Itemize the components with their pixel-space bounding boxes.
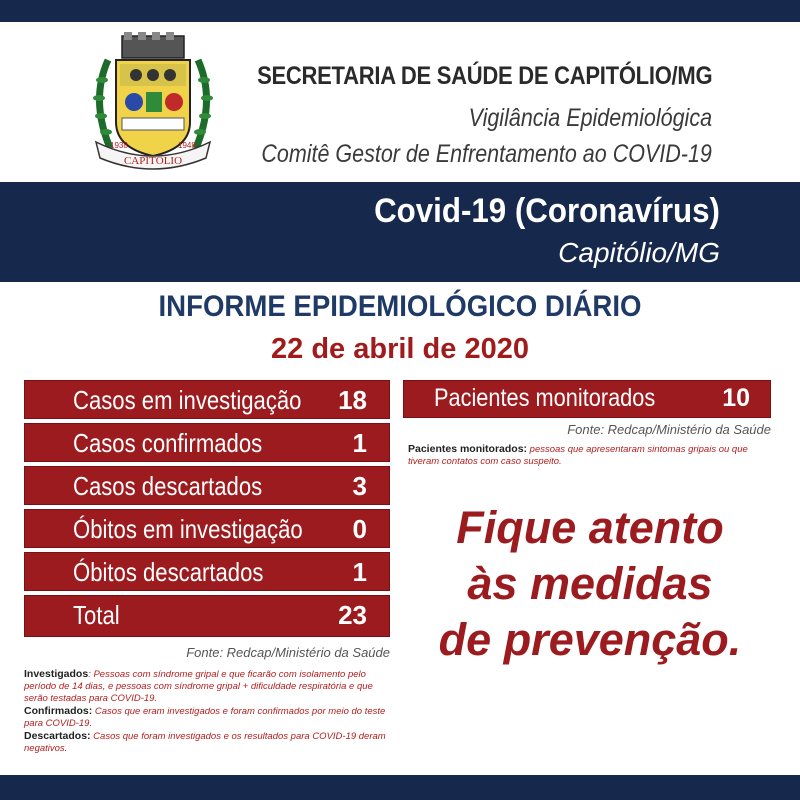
stat-value: 23 — [338, 600, 367, 630]
stat-label: Óbitos descartados — [73, 557, 264, 587]
crest-year-right: 1948 — [178, 141, 196, 150]
stat-value: 18 — [338, 385, 367, 415]
report-title: INFORME EPIDEMIOLÓGICO DIÁRIO — [158, 290, 642, 323]
stat-value: 1 — [352, 557, 367, 587]
note-descartados-text: Casos que foram investigados e os resultados para COVID-19 deram negativos. — [24, 731, 386, 754]
vigilancia-subtitle: Vigilância Epidemiológica — [468, 104, 712, 132]
monitored-note-text: pessoas que apresentaram sintomas gripais ou que tiveram contatos com caso suspeito. — [408, 444, 748, 467]
bottom-bar — [0, 775, 800, 800]
note-descartados-label: Descartados: — [24, 730, 91, 742]
stat-row-investigacao — [24, 380, 390, 419]
note-confirmados-text: Casos que eram investigados e foram confirmados por meio do teste para COVID-19. — [24, 706, 386, 729]
stat-row-obitos-descartados — [24, 552, 390, 591]
crest-town-name: CAPITÓLIO — [123, 155, 183, 167]
stat-label: Total — [73, 600, 120, 630]
source-note-right: Fonte: Redcap/Ministério da Saúde — [567, 422, 771, 437]
note-investigados-text: : Pessoas com síndrome gripal e que ficarão com isolamento pelo período de 14 dias, e pessoas com síndrome gripal + dificuldade respiratória e que serão testadas para COVID-19. — [24, 669, 373, 704]
monitored-value: 10 — [722, 384, 750, 412]
top-bar — [0, 0, 800, 22]
report-date: 22 de abril de 2020 — [271, 333, 529, 365]
prevention-line-2: às medidas — [467, 558, 713, 609]
covid-banner-title: Covid-19 (Coronavírus) — [374, 192, 720, 230]
stats-table — [24, 380, 390, 641]
stat-label: Casos descartados — [73, 471, 263, 501]
stat-value: 1 — [352, 428, 367, 458]
source-note-left: Fonte: Redcap/Ministério da Saúde — [186, 645, 390, 660]
monitored-note-label: Pacientes monitorados: — [408, 443, 528, 455]
monitored-note — [408, 443, 778, 468]
stat-row-confirmados — [24, 423, 390, 462]
prevention-message — [420, 500, 760, 668]
stat-label: Óbitos em investigação — [73, 514, 303, 544]
prevention-line-1: Fique atento — [456, 502, 724, 553]
crest-year-left: 1938 — [110, 141, 128, 150]
secretaria-title: SECRETARIA DE SAÚDE DE CAPITÓLIO/MG — [256, 62, 712, 90]
stat-value: 0 — [352, 514, 367, 544]
stat-row-total — [24, 595, 390, 637]
monitored-label: Pacientes monitorados — [434, 384, 656, 412]
note-confirmados-label: Confirmados: — [24, 705, 93, 717]
stat-label: Casos confirmados — [73, 428, 263, 458]
stat-label: Casos em investigação — [73, 385, 302, 415]
stat-row-descartados — [24, 466, 390, 505]
stat-row-obitos-investigacao — [24, 509, 390, 548]
prevention-line-3: de prevenção. — [438, 614, 742, 665]
monitored-row — [403, 380, 771, 418]
covid-banner-city: Capitólio/MG — [558, 237, 720, 268]
comite-subtitle: Comitê Gestor de Enfrentamento ao COVID-19 — [261, 140, 712, 168]
stat-value: 3 — [352, 471, 367, 501]
note-investigados-label: Investigados — [24, 668, 89, 680]
coat-of-arms-icon — [88, 30, 218, 178]
definitions-notes — [24, 668, 394, 755]
